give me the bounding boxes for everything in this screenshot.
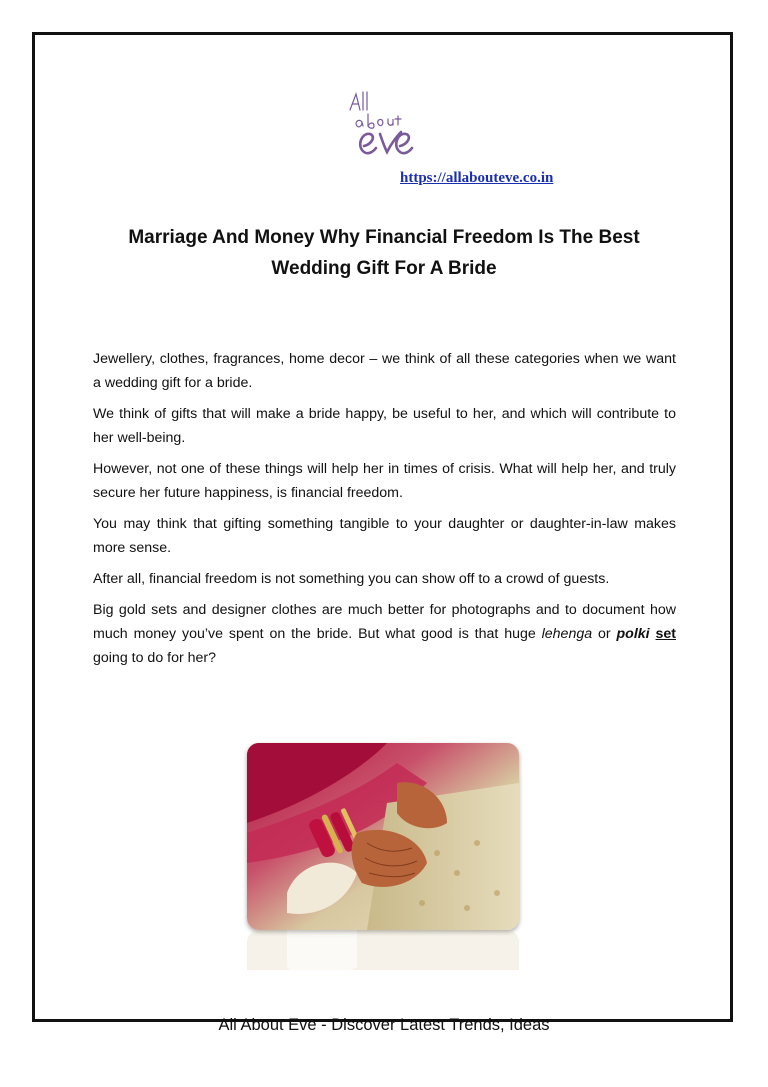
- set-link[interactable]: set: [655, 626, 676, 642]
- article-title: [90, 222, 678, 284]
- paragraph-6-connector: or: [592, 626, 617, 642]
- paragraph-3: However, not one of these things will help her in times of crisis. What will help her, and truly secure her future happiness, is financial freedom.: [93, 461, 676, 501]
- lehenga-term: lehenga: [541, 626, 593, 642]
- paragraph-5: After all, financial freedom is not something you can show off to a crowd of guests.: [93, 571, 610, 587]
- bride-hands-photo: [247, 743, 519, 930]
- paragraph-2: We think of gifts that will make a bride happy, be useful to her, and which will contribute to her well-being.: [93, 406, 676, 446]
- site-url-link[interactable]: https://allabouteve.co.in: [400, 170, 554, 186]
- article-body: [93, 347, 676, 677]
- article-title-line-2: Wedding Gift For A Bride: [271, 258, 497, 279]
- all-about-eve-logo: [340, 88, 430, 162]
- paragraph-6: [93, 598, 676, 670]
- paragraph-6-ending: going to do for her?: [93, 650, 217, 666]
- polki-term: polki: [616, 626, 650, 642]
- paragraph-4: You may think that gifting something tangible to your daughter or daughter-in-law makes more sense.: [93, 516, 676, 556]
- paragraph-1: Jewellery, clothes, fragrances, home decor – we think of all these categories when we want a wedding gift for a bride.: [93, 351, 676, 391]
- article-title-line-1: Marriage And Money Why Financial Freedom Is The Best: [128, 227, 640, 248]
- photo-reflection: [247, 930, 519, 970]
- page-footer: All About Eve - Discover Latest Trends, Ideas: [218, 1016, 550, 1034]
- paragraph-6-text: Big gold sets and designer clothes are much better for photographs and to document how much money you’ve spent on the bride. But what good is that huge: [93, 602, 676, 642]
